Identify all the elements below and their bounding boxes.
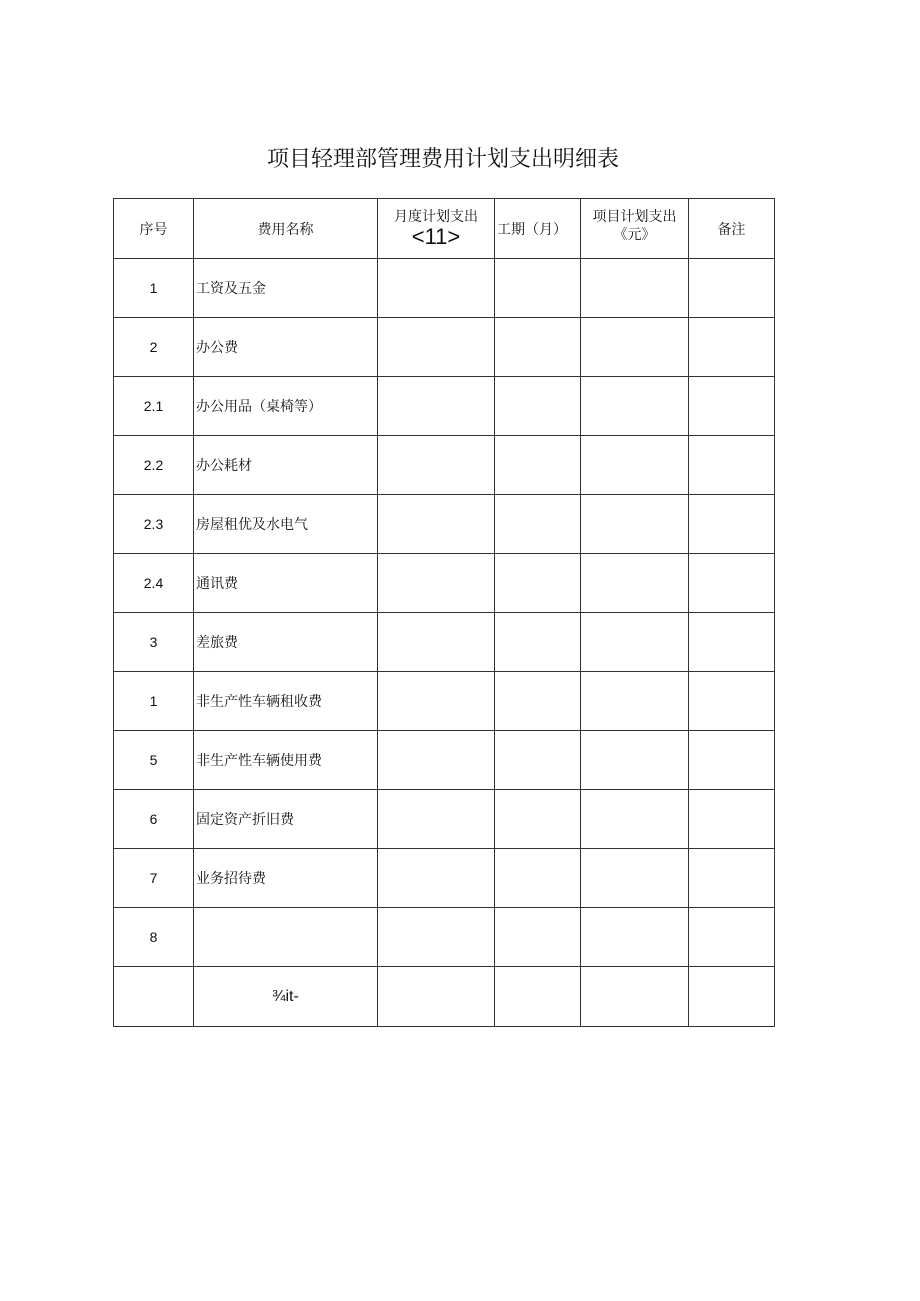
table-row bbox=[114, 259, 775, 318]
cell-project bbox=[581, 672, 689, 731]
cell-duration bbox=[495, 495, 581, 554]
header-monthly-line2: <11> bbox=[411, 223, 461, 249]
cell-remarks bbox=[689, 613, 775, 672]
cell-duration bbox=[495, 731, 581, 790]
cell-monthly bbox=[378, 613, 495, 672]
row-name: 房屋租优及水电气 bbox=[194, 495, 378, 554]
cell-remarks bbox=[689, 554, 775, 613]
row-seq: 2.3 bbox=[114, 495, 194, 554]
header-monthly-line1: 月度计划支出 bbox=[394, 208, 478, 225]
row-seq: 1 bbox=[114, 672, 194, 731]
table-row bbox=[114, 436, 775, 495]
row-name: 非生产性车辆使用费 bbox=[194, 731, 378, 790]
row-seq: 1 bbox=[114, 259, 194, 318]
cell-monthly bbox=[378, 318, 495, 377]
cell-monthly bbox=[378, 377, 495, 436]
cell-remarks bbox=[689, 790, 775, 849]
row-name: 办公耗材 bbox=[194, 436, 378, 495]
cell-monthly bbox=[378, 436, 495, 495]
table-row bbox=[114, 613, 775, 672]
cell-remarks bbox=[689, 849, 775, 908]
row-seq: 6 bbox=[114, 790, 194, 849]
table-row bbox=[114, 672, 775, 731]
header-remarks: 备注 bbox=[689, 199, 775, 259]
header-row bbox=[114, 199, 775, 259]
table-row bbox=[114, 731, 775, 790]
cell-monthly bbox=[378, 495, 495, 554]
cell-duration bbox=[495, 908, 581, 967]
cell-project bbox=[581, 967, 689, 1027]
row-seq: 8 bbox=[114, 908, 194, 967]
cell-remarks bbox=[689, 436, 775, 495]
row-name: 业务招待费 bbox=[194, 849, 378, 908]
cell-duration bbox=[495, 613, 581, 672]
row-seq: 2 bbox=[114, 318, 194, 377]
cell-remarks bbox=[689, 672, 775, 731]
cell-project bbox=[581, 318, 689, 377]
cell-remarks bbox=[689, 967, 775, 1027]
cell-duration bbox=[495, 849, 581, 908]
cell-remarks bbox=[689, 318, 775, 377]
row-name: 固定资产折旧费 bbox=[194, 790, 378, 849]
cell-monthly bbox=[378, 554, 495, 613]
row-name: 通讯费 bbox=[194, 554, 378, 613]
header-name: 费用名称 bbox=[194, 199, 378, 259]
header-monthly-expense bbox=[378, 199, 495, 259]
cell-monthly bbox=[378, 672, 495, 731]
row-name: 差旅费 bbox=[194, 613, 378, 672]
cell-monthly bbox=[378, 731, 495, 790]
expense-table bbox=[113, 198, 775, 1027]
cell-project bbox=[581, 849, 689, 908]
cell-monthly bbox=[378, 967, 495, 1027]
table-row bbox=[114, 495, 775, 554]
header-seq: 序号 bbox=[114, 199, 194, 259]
row-seq: 5 bbox=[114, 731, 194, 790]
table-row bbox=[114, 554, 775, 613]
cell-remarks bbox=[689, 377, 775, 436]
row-seq: 3 bbox=[114, 613, 194, 672]
cell-remarks bbox=[689, 731, 775, 790]
row-name: 工资及五金 bbox=[194, 259, 378, 318]
total-seq-cell bbox=[114, 967, 194, 1027]
table-row bbox=[114, 790, 775, 849]
table-row bbox=[114, 908, 775, 967]
row-seq: 2.2 bbox=[114, 436, 194, 495]
cell-project bbox=[581, 908, 689, 967]
cell-duration bbox=[495, 967, 581, 1027]
cell-project bbox=[581, 259, 689, 318]
table-row bbox=[114, 377, 775, 436]
total-label: ¾it- bbox=[194, 967, 378, 1027]
table-row bbox=[114, 318, 775, 377]
cell-project bbox=[581, 731, 689, 790]
row-name: 办公费 bbox=[194, 318, 378, 377]
table-row bbox=[114, 849, 775, 908]
header-project-expense bbox=[581, 199, 689, 259]
cell-project bbox=[581, 436, 689, 495]
cell-duration bbox=[495, 554, 581, 613]
cell-remarks bbox=[689, 908, 775, 967]
row-name bbox=[194, 908, 378, 967]
header-duration: 工期（月） bbox=[495, 199, 581, 259]
header-project-line2: 《元》 bbox=[613, 226, 656, 243]
cell-remarks bbox=[689, 495, 775, 554]
row-name: 非生产性车辆租收费 bbox=[194, 672, 378, 731]
cell-project bbox=[581, 495, 689, 554]
row-name: 办公用品（桌椅等） bbox=[194, 377, 378, 436]
cell-duration bbox=[495, 259, 581, 318]
cell-duration bbox=[495, 436, 581, 495]
row-seq: 2.4 bbox=[114, 554, 194, 613]
cell-duration bbox=[495, 672, 581, 731]
cell-duration bbox=[495, 790, 581, 849]
cell-monthly bbox=[378, 259, 495, 318]
cell-monthly bbox=[378, 849, 495, 908]
cell-project bbox=[581, 377, 689, 436]
header-project-line1: 项目计划支出 bbox=[592, 208, 677, 225]
row-seq: 2.1 bbox=[114, 377, 194, 436]
cell-project bbox=[581, 554, 689, 613]
cell-monthly bbox=[378, 790, 495, 849]
total-row bbox=[114, 967, 775, 1027]
cell-duration bbox=[495, 318, 581, 377]
row-seq: 7 bbox=[114, 849, 194, 908]
cell-project bbox=[581, 790, 689, 849]
cell-remarks bbox=[689, 259, 775, 318]
cell-duration bbox=[495, 377, 581, 436]
cell-monthly bbox=[378, 908, 495, 967]
document-title: 项目轻理部管理费用计划支出明细表 bbox=[266, 147, 619, 172]
cell-project bbox=[581, 613, 689, 672]
